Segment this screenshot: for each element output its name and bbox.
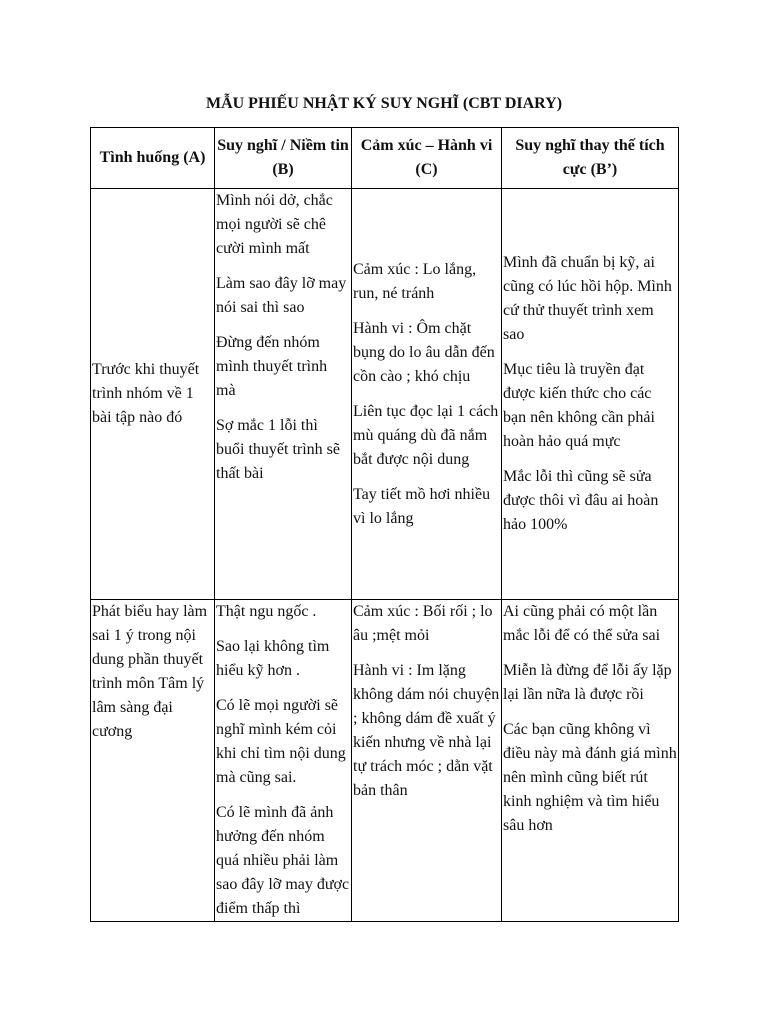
alternative-text: Mình đã chuẩn bị kỹ, ai cũng có lúc hồi hộp. Mình cứ thử thuyết trình xem sao xyxy=(503,254,672,343)
emotion-text: Tay tiết mồ hơi nhiều vì lo lắng xyxy=(353,485,491,527)
thoughts-cell xyxy=(215,600,352,922)
table-header-row xyxy=(91,128,679,189)
emotion-text: Cảm xúc : Bối rối ; lo âu ;mệt mỏi xyxy=(353,603,493,644)
thought-text: Sợ mắc 1 lỗi thì buổi thuyết trình sẽ thất bài xyxy=(216,417,340,482)
cbt-diary-table xyxy=(90,127,679,922)
situation-cell xyxy=(91,189,215,600)
header-thoughts: Suy nghĩ / Niềm tin (B) xyxy=(215,128,352,189)
alternative-text: Miễn là đừng để lỗi ấy lặp lại lần nữa là được rồi xyxy=(503,662,672,703)
thought-text: Làm sao đây lỡ may nói sai thì sao xyxy=(216,275,347,316)
situation-cell xyxy=(91,600,215,922)
alternatives-cell xyxy=(502,600,679,922)
alternatives-cell xyxy=(502,189,679,600)
table-row xyxy=(91,189,679,600)
situation-text: Phát biểu hay làm sai 1 ý trong nội dung phần thuyết trình môn Tâm lý lâm sàng đại cương xyxy=(92,603,208,740)
emotion-text: Hành vi : Ôm chặt bụng do lo âu dẫn đến cồn cào ; khó chịu xyxy=(353,319,495,385)
header-emotions: Cảm xúc – Hành vi (C) xyxy=(352,128,502,189)
emotion-text: Cảm xúc : Lo lắng, run, né tránh xyxy=(353,260,477,302)
alternative-text: Ai cũng phải có một lần mắc lỗi để có thể sửa sai xyxy=(503,603,661,644)
thought-text: Sao lại không tìm hiểu kỹ hơn . xyxy=(216,638,330,679)
thought-text: Đừng đến nhóm mình thuyết trình mà xyxy=(216,334,328,399)
header-alternatives: Suy nghĩ thay thế tích cực (B’) xyxy=(502,128,679,189)
situation-text: Trước khi thuyết trình nhóm về 1 bài tập nào đó xyxy=(92,361,200,426)
emotion-text: Hành vi : Im lặng không dám nói chuyện ; không dám đề xuất ý kiến nhưng về nhà lại tự trách móc ; dằn vặt bản thân xyxy=(353,662,500,799)
document-title: MẪU PHIẾU NHẬT KÝ SUY NGHĨ (CBT DIARY) xyxy=(205,95,563,112)
thoughts-cell xyxy=(215,189,352,600)
thought-text: Có lẽ mình đã ảnh hưởng đến nhóm quá nhiều phải làm sao đây lỡ may được điểm thấp thì xyxy=(216,804,350,917)
emotions-cell xyxy=(352,189,502,600)
alternative-text: Mục tiêu là truyền đạt được kiến thức cho các bạn nên không cần phải hoàn hảo quá mực xyxy=(503,361,655,450)
emotion-text: Liên tục đọc lại 1 cách mù quáng dù đã nắm bắt được nội dung xyxy=(353,402,499,468)
thought-text: Mình nói dở, chắc mọi người sẽ chê cười mình mất xyxy=(216,192,333,257)
alternative-text: Mắc lỗi thì cũng sẽ sửa được thôi vì đâu ai hoàn hảo 100% xyxy=(503,468,659,533)
alternative-text: Các bạn cũng không vì điều này mà đánh giá mình nên mình cũng biết rút kinh nghiệm và tìm hiểu sâu hơn xyxy=(503,721,677,834)
emotions-cell xyxy=(352,600,502,922)
thought-text: Thật ngu ngốc . xyxy=(216,603,317,620)
thought-text: Có lẽ mọi người sẽ nghĩ mình kém cỏi khi chỉ tìm nội dung mà cũng sai. xyxy=(216,697,346,786)
header-situation: Tình huống (A) xyxy=(91,128,215,189)
table-row xyxy=(91,600,679,922)
